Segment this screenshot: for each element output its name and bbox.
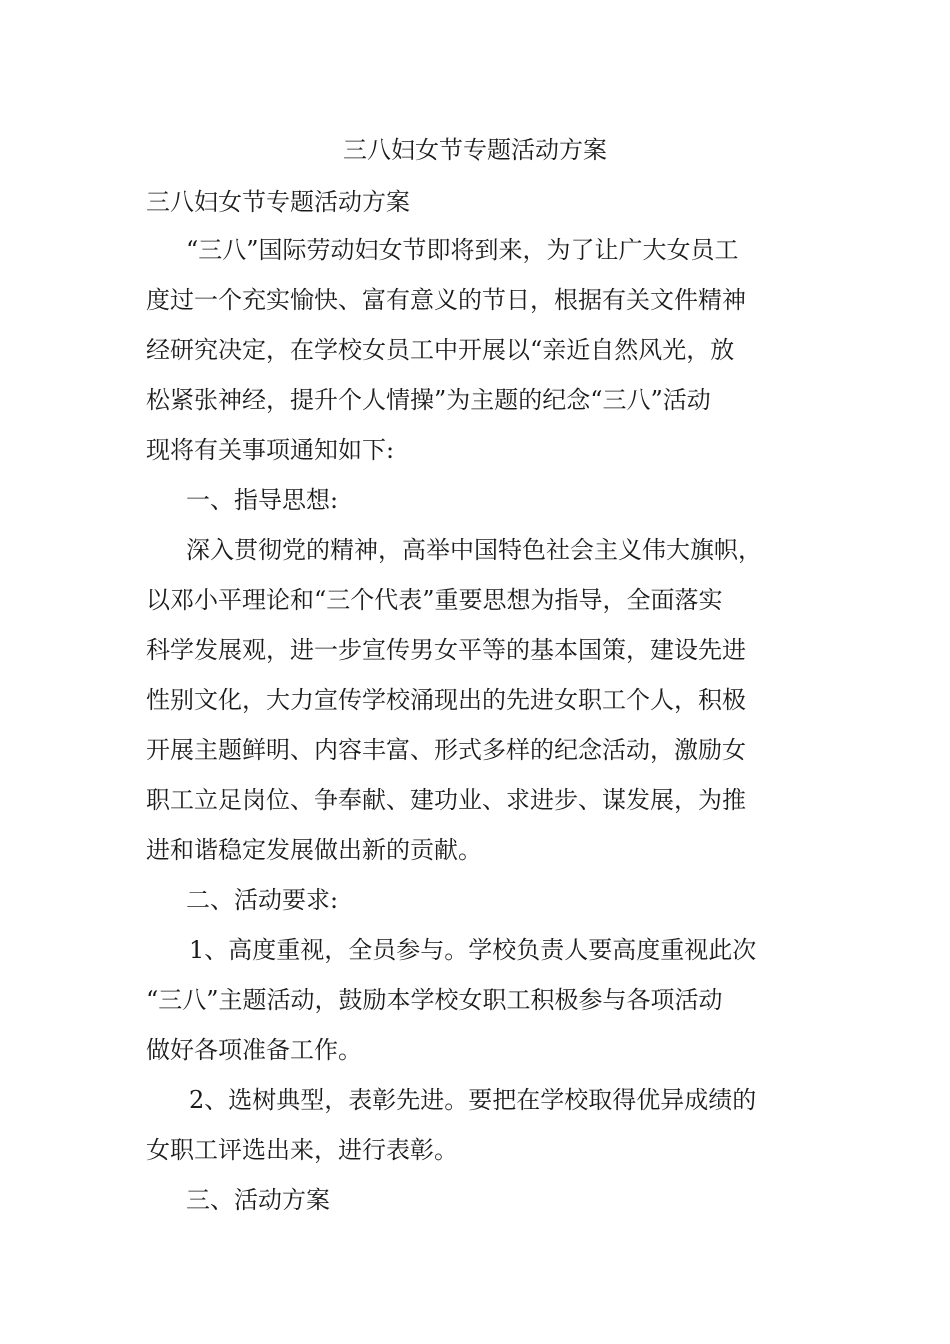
section-heading-guiding-thought: 一、指导思想: [186, 486, 339, 514]
paragraph-line: 度过一个充实愉快、富有意义的节日，根据有关文件精神 [146, 286, 746, 314]
paragraph-line: 女职工评选出来，进行表彰。 [146, 1136, 458, 1164]
paragraph-line: 现将有关事项通知如下: [146, 436, 395, 464]
paragraph-line: 进和谐稳定发展做出新的贡献。 [146, 836, 482, 864]
paragraph-line: 深入贯彻党的精神，高举中国特色社会主义伟大旗帜， [186, 536, 762, 564]
paragraph-line: 做好各项准备工作。 [146, 1036, 362, 1064]
document-title: 三八妇女节专题活动方案 [343, 136, 607, 164]
paragraph-line: 职工立足岗位、争奉献、建功业、求进步、谋发展，为推 [146, 786, 746, 814]
paragraph-line: 以邓小平理论和“三个代表”重要思想为指导，全面落实 [146, 586, 723, 614]
document-subtitle: 三八妇女节专题活动方案 [146, 188, 410, 216]
list-item-line: 1、高度重视，全员参与。学校负责人要高度重视此次 [189, 936, 757, 964]
paragraph-line: 经研究决定，在学校女员工中开展以“亲近自然风光，放 [146, 336, 735, 364]
section-heading-activity-requirements: 二、活动要求: [186, 886, 339, 914]
paragraph-line: 性别文化，大力宣传学校涌现出的先进女职工个人，积极 [146, 686, 746, 714]
paragraph-line: 松紧张神经，提升个人情操”为主题的纪念“三八”活动 [146, 386, 711, 414]
paragraph-line: “三八”国际劳动妇女节即将到来，为了让广大女员工 [186, 236, 739, 264]
section-heading-activity-plan: 三、活动方案 [186, 1186, 330, 1214]
paragraph-line: 开展主题鲜明、内容丰富、形式多样的纪念活动，激励女 [146, 736, 746, 764]
list-item-line: 2、选树典型，表彰先进。要把在学校取得优异成绩的 [189, 1086, 757, 1114]
paragraph-line: 科学发展观，进一步宣传男女平等的基本国策，建设先进 [146, 636, 746, 664]
paragraph-line: “三八”主题活动，鼓励本学校女职工积极参与各项活动 [146, 986, 723, 1014]
